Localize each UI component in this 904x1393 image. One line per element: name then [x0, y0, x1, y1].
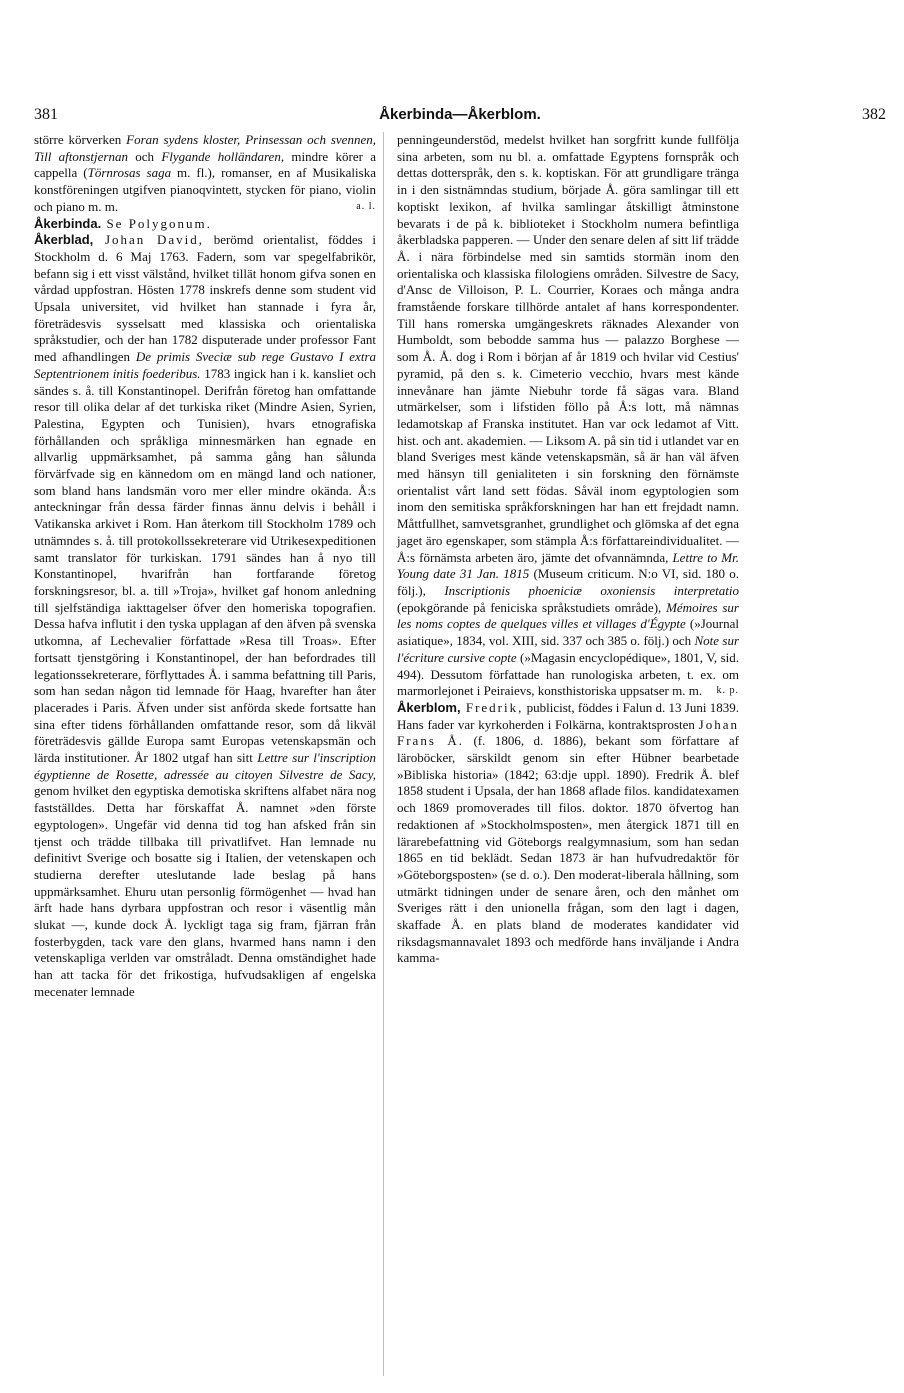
entry-akerberg-continuation: större körverken Foran sydens kloster, Prinsessan och svennen, Till aftonstjernan och Flygande holländaren, mindre körer a cappella (Törnrosas saga m. fl.), romanser, en af Musikaliska konstföreningen utgifven pianoqvintett, stycken för piano, violin och piano m. m. a. l. — [34, 132, 376, 214]
left-column — [34, 132, 376, 1001]
entry-akerblad-continuation: penningeunderstöd, medelst hvilket han sorgfritt kunde fullfölja sina arbeten, som nu bl. a. omfattade Egyptens fornspråk och dettas dotterspråk, den s. k. koptiskan. För att grundligare tränga in i den sistnämndas studium, började Å. göra samlingar till ett koptiskt lexikon, af hvilka samlingar åtskilligt åtminstone bevarats i de på k. biblioteket i Stockholm numera befintliga åkerbladska papperen. — Under den senare delen af sitt lif trädde Å. i nära förbindelse med sin samtids stormän inom den orientaliska och klassiska filologiens områden. Silvestre de Sacy, d'Ansc de Villoison, P. L. Courrier, Koraes och många andra framstående forskare tillhörde antalet af hans korrespondenter. Till hans romerska umgängeskrets räknades Alexander von Humboldt, som bebodde samma hus — palazzo Borghese — som Å. Å. dog i Rom i början af år 1819 och hvilar vid Cestius' pyramid, på den s. k. Cimeterio vecchio, hvars mest kände innevånare han jämte Niebuhr torde få sägas vara. Bland utmärkelser, som i lifstiden föllo på Å:s lott, må nämnas ledamotskap af Franska institutet. Han var ock ledamot af Vitt. hist. och ant. akademien. — Liksom A. på sin tid i utlandet var en bland Sveriges mest kände vetenskapsmän, så är han väl äfven med hänsyn till genialiteten i sin forskning den förnämste orientalist vårt land sett födas. Såväl inom egyptologien som inom den semitiska språkforskningen har han ett frejdadt namn. Måttfullhet, samvetsgranhet, grundlighet och glömska af det egna jaget äro egenskaper, som stämpla Å:s författareindividualitet. — Å:s förnämsta arbeten äro, jämte det ofvannämnda, Lettre to Mr. Young date 31 Jan. 1815 (Museum criticum. N:o VI, sid. 180 o. följ.), Inscriptionis phoeniciæ oxoniensis interpretatio (epokgörande på feniciska språkstudiets område), Mémoires sur les noms coptes de quelques villes et villages d'Égypte (»Journal asiatique», 1834, vol. XIII, sid. 337 och 385 o. följ.) och Note sur l'écriture cursive copte (»Magasin encyclopédique», 1801, V, sid. 494). Dessutom författade han runologiska arbeten, t. ex. om marmorlejonet i Peiraievs, konsthistoriska uppsatser m. m. k. p. — [397, 132, 740, 699]
entry-akerbinda: Åkerbinda. Se Polygonum. — [34, 215, 212, 231]
page-header — [34, 106, 886, 126]
author-signature: k. p. — [716, 685, 739, 697]
right-column — [397, 132, 739, 967]
author-signature: a. l. — [356, 200, 376, 212]
entry-akerblad: Åkerblad, Johan David, berömd orientalist, föddes i Stockholm d. 6 Maj 1763. Fadern, som var spegelfabrikör, befann sig i ett visst välstånd, hvilket tillät honom gifva sonen en vårdad uppfostran. Hösten 1778 inskrefs denne som student vid Upsala universitet, vid hvilket han stannade i fyra år, företrädesvis sysselsatt med klassiska och orientaliska språkstudier, och der han 1782 disputerade under professor Fant med afhandlingen De primis Sveciæ sub rege Gustavo I extra Septentrionem initis foederibus. 1783 ingick han i k. kansliet och sändes s. å. till Konstantinopel. Derifrån företog han omfattande resor till olika delar af det turkiska riket (Mindre Asien, Syrien, Palestina, Egypten och Tunisien), hvars etnografiska förhållanden och språkliga minnesmärken han egnade en allvarlig uppmärksamhet, på samma gång han sålunda förvärfvade sig en kännedom om en mängd land och nationer, som bland hans landsmän voro mer eller mindre okända. Å:s anteckningar från dessa färder finnas ännu delvis i behåll i Vatikanska arkivet i Rom. Han återkom till Stockholm 1789 och utnämndes s. å. till protokollssekreterare vid Utrikesexpeditionen samt translator för turkiskan. 1791 sändes han å nyo till Konstantinopel, hvarifrån han fortfarande företog forskningsresor, bl. a. till »Troja», hvilket gaf honom anledning till sjelfständiga iakttagelser öfver den homeriska topografien. Dessa hafva influtit i den tyska upplagan af den äfven på svenska utkomna, af Lechevalier författade »Resa till Troas». Efter fortsatt tjenstgöring i Konstantinopel, der han befordrades till legationssekreterare, förflyttades Å. i samma befattning till Paris, som han sedan någon tid lemnade för Haag, hvarefter han åter placerades i Paris. Äfven under sist anförda skede fortsatte han sina efter tidens förhållanden omfattande resor, som då likväl företrädesvis gällde Europa samt Europas vetenskapsmän och lärda institutioner. År 1802 utgaf han sitt Lettre sur l'inscription égyptienne de Rosette, adressée au citoyen Silvestre de Sacy, genom hvilket den egyptiska demotiska skriftens alfabet nära nog fastställdes. Detta har förskaffat Å. namnet »den förste egyptologen». Ungefär vid denna tid tog han afsked från sin tjenst och trädde tillbaka till privatlifvet. Han lemnade nu definitivt Sverige och bosatte sig i Italien, der vetenskapen och studierna derefter uteslutande lade beslag på hans uppmärksamhet. Ehuru utan personlig förmögenhet — hvad han ärft hade hans dyrbara uppfostran och resor i väsentlig mån slukat —, kunde dock Å. lyckligt taga sig fram, fjärran från fosterbygden, tack vare den glans, hvarmed hans namn i den vetenskapliga verlden var omstråladt. Denna omständighet hade han att tacka för det frikostiga, hufvudsakligen af engelska mecenater lemnade — [34, 232, 377, 999]
column-divider — [383, 132, 384, 1376]
entry-akerblom: Åkerblom, Fredrik, publicist, föddes i Falun d. 13 Juni 1839. Hans fader var kyrkoherden i Folkärna, kontraktsprosten Johan Frans Å. (f. 1806, d. 1886), bekant som författare af läroböcker, särskildt genom sin efter Hübner bearbetade »Bibliska historia» (1842; 63:dje uppl. 1890). Fredrik Å. blef 1858 student i Upsala, der han 1868 aflade filos. kandidatexamen och 1869 promoverades till filos. doktor. 1870 öfvertog han redaktionen af »Stockholmsposten», men återgick 1871 till en lärarebefattning vid Göteborgs realgymnasium, som han sedan 1865 en tid beklädt. Sedan 1873 är han hufvudredaktör för »Göteborgsposten» (se d. o.). Den moderat-liberala hållning, som utmärkt tidningen under de senare åren, och den månhet om Sveriges rätt i den unionella frågan, som den lagt i dagen, skaffade Å. en plats bland de moderates kandidater vid riksdagsmannavalet 1893 och medförde hans inväljande i Andra kamma- — [397, 699, 739, 966]
headword: Åkerblom, — [397, 699, 461, 715]
headword: Åkerbinda. — [34, 215, 102, 231]
page-number-right: 382 — [862, 106, 886, 123]
running-title: Åkerbinda—Åkerblom. — [379, 106, 541, 123]
page-number-left: 381 — [34, 106, 58, 123]
headword: Åkerblad, — [34, 232, 94, 248]
